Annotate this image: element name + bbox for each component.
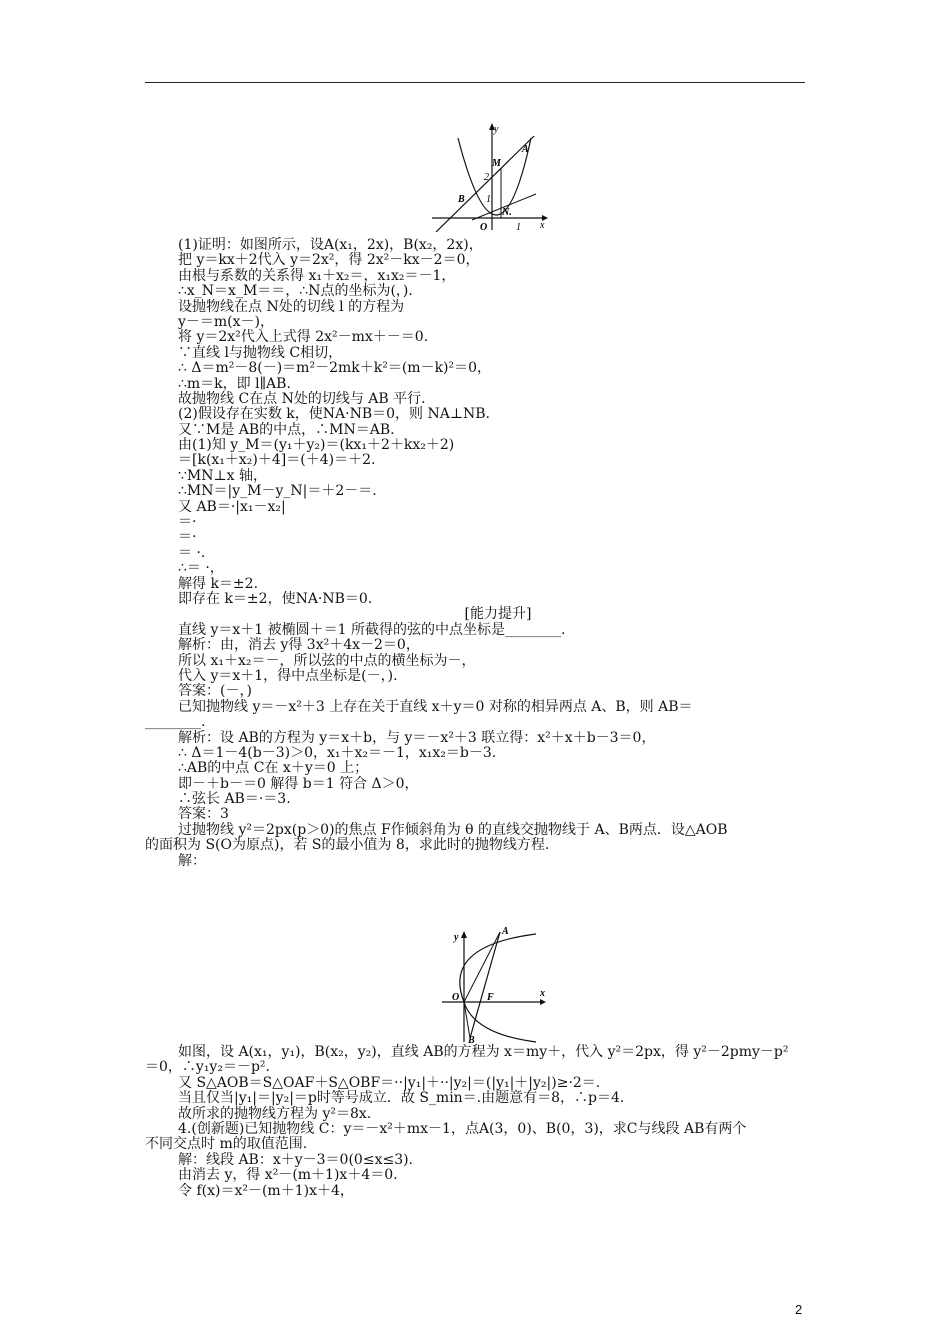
text-line: 又∵M是 AB的中点，∴MN＝AB. — [178, 421, 395, 438]
text-line: 故所求的抛物线方程为 y²＝8x. — [178, 1105, 372, 1122]
text-line: 解： — [178, 852, 206, 869]
text-line: ________. — [145, 714, 206, 731]
text-line: 由(1)知 y_M＝(y₁＋y₂)＝(kx₁＋2＋kx₂＋2) — [178, 437, 455, 454]
page-number: 2 — [795, 1302, 803, 1317]
figure-focal-svg — [440, 926, 550, 1044]
text-line: 解得 k＝±2. — [178, 575, 259, 592]
figure-parabola-svg — [430, 120, 550, 232]
text-line: ＝[k(x₁＋x₂)＋4]＝(＋4)＝＋2. — [178, 452, 376, 469]
text-line: ∵MN⊥x 轴， — [178, 467, 268, 484]
text-line: 所以 x₁＋x₂＝－，所以弦的中点的横坐标为－， — [178, 652, 476, 669]
proof-block — [145, 237, 818, 869]
text-line: ＝ ·. — [178, 544, 206, 561]
text-line: 当且仅当|y₁|＝|y₂|＝p时等号成立．故 S_min＝.由题意有＝8，∴p＝4. — [178, 1090, 625, 1107]
text-line: 即存在 k＝±2，使NA·NB＝0. — [178, 590, 373, 607]
text-line: 解：线段 AB：x＋y－3＝0(0≤x≤3). — [178, 1151, 414, 1168]
fig2-label-a: A — [502, 926, 509, 937]
fig1-label-o: O — [480, 222, 488, 232]
fig2-y-label: y — [454, 932, 459, 943]
text-line: (1)证明：如图所示，设A(x₁，2x)，B(x₂，2x)， — [178, 237, 483, 253]
text-line: ∵直线 l与抛物线 C相切， — [178, 344, 343, 361]
text-line: 把 y＝kx＋2代入 y＝2x²，得 2x²－kx－2＝0， — [178, 252, 480, 269]
fig1-label-n: N. — [502, 207, 512, 218]
text-line: ∴弦长 AB＝·＝3. — [178, 791, 291, 808]
text-line: ＝· — [178, 514, 197, 531]
fig1-label-b: B — [458, 194, 465, 205]
solution-block — [145, 1044, 818, 1199]
header-rule — [145, 82, 805, 83]
text-line: 4.(创新题)已知抛物线 C：y＝－x²＋mx－1，点A(3，0)、B(0，3)，求C与线段 AB有两个 — [178, 1120, 747, 1137]
fig2-label-o: O — [452, 992, 460, 1003]
text-line: ∴＝ ·， — [178, 560, 224, 577]
text-line: ∴x_N＝x_M＝＝，∴N点的坐标为(，). — [178, 283, 413, 300]
text-line: 即－＋b－＝0 解得 b＝1 符合 Δ＞0， — [178, 775, 419, 792]
text-line: 过抛物线 y²＝2px(p＞0)的焦点 F作倾斜角为 θ 的直线交抛物线于 A、B两点．设△AOB — [178, 821, 728, 838]
text-line: 不同交点时 m的取值范围. — [145, 1136, 308, 1153]
text-line: 故抛物线 C在点 N处的切线与 AB 平行. — [178, 390, 426, 407]
text-line: 如图，设 A(x₁，y₁)，B(x₂，y₂)，直线 AB的方程为 x＝my＋，代入 y²＝2px，得 y²－2pmy－p² — [178, 1044, 789, 1060]
figure-parabola-tangent — [430, 120, 550, 232]
text-line: 又 AB＝·|x₁－x₂| — [178, 498, 286, 515]
text-line: ∴ Δ＝m²－8(－)＝m²－2mk＋k²＝(m－k)²＝0， — [178, 360, 492, 377]
text-line: 将 y＝2x²代入上式得 2x²－mx＋－＝0. — [178, 329, 429, 346]
segment-oa — [464, 932, 500, 1002]
text-line: 又 S△AOB＝S△OAF＋S△OBF＝··|y₁|＋··|y₂|＝(|y₁|＋|y₂|)≥·2＝. — [178, 1074, 601, 1091]
x-axis-arrow-icon — [540, 999, 546, 1005]
text-line: ＝0，∴y₁y₂＝－p². — [145, 1059, 270, 1076]
text-line: 答案：3 — [178, 806, 229, 823]
text-line: 已知抛物线 y＝－x²＋3 上存在关于直线 x＋y＝0 对称的相异两点 A、B，则 AB＝ — [178, 698, 693, 715]
text-line: (2)假设存在实数 k，使NA·NB＝0，则 NA⊥NB. — [178, 406, 490, 423]
fig2-x-label: x — [540, 988, 545, 999]
text-line: 答案：(－，) — [178, 683, 252, 700]
y-axis-arrow-icon — [461, 931, 467, 938]
text-line: 由根与系数的关系得 x₁＋x₂＝，x₁x₂＝－1， — [178, 267, 456, 284]
text-line: ＝· — [178, 529, 197, 546]
text-line: ∴m＝k，即 l∥AB. — [178, 375, 291, 392]
fig1-tick-1x: 1 — [516, 222, 521, 232]
text-line: 令 f(x)＝x²－(m＋1)x＋4， — [178, 1182, 354, 1199]
text-line: y－＝m(x－)， — [178, 313, 275, 330]
fig1-x-label: x — [540, 220, 545, 231]
fig2-label-b: B — [468, 1035, 475, 1044]
fig2-label-f: F — [487, 992, 494, 1003]
figure-focal-chord — [440, 926, 550, 1044]
text-line: ∴MN＝|y_M－y_N|＝＋2－＝. — [178, 483, 377, 500]
text-line: 解析：设 AB的方程为 y＝x＋b，与 y＝－x²＋3 联立得：x²＋x＋b－3＝0， — [178, 729, 656, 746]
segment-ob — [464, 1002, 470, 1038]
text-line: 解析：由，消去 y得 3x²＋4x－2＝0， — [178, 637, 420, 654]
fig1-y-label: y — [494, 124, 499, 135]
section-heading: [能力提升] — [464, 606, 532, 623]
fig1-tick-1: 1 — [486, 194, 491, 205]
text-line: 的面积为 S(O为原点)，若 S的最小值为 8，求此时的抛物线方程. — [145, 837, 550, 854]
text-line: 直线 y＝x＋1 被椭圆＋＝1 所截得的弦的中点坐标是________. — [178, 621, 566, 638]
fig1-label-m: M — [492, 158, 501, 169]
text-line: 代入 y＝x＋1，得中点坐标是(－，). — [178, 667, 398, 684]
fig1-tick-2: 2 — [484, 172, 489, 183]
text-line: 由消去 y，得 x²－(m＋1)x＋4＝0. — [178, 1167, 398, 1184]
fig1-label-a: A — [522, 144, 529, 155]
text-line: ∴ Δ＝1－4(b－3)＞0，x₁＋x₂＝－1，x₁x₂＝b－3. — [178, 744, 497, 761]
text-line: ∴AB的中点 C在 x＋y＝0 上； — [178, 760, 369, 777]
text-line: 设抛物线在点 N处的切线 l 的方程为 — [178, 298, 405, 315]
